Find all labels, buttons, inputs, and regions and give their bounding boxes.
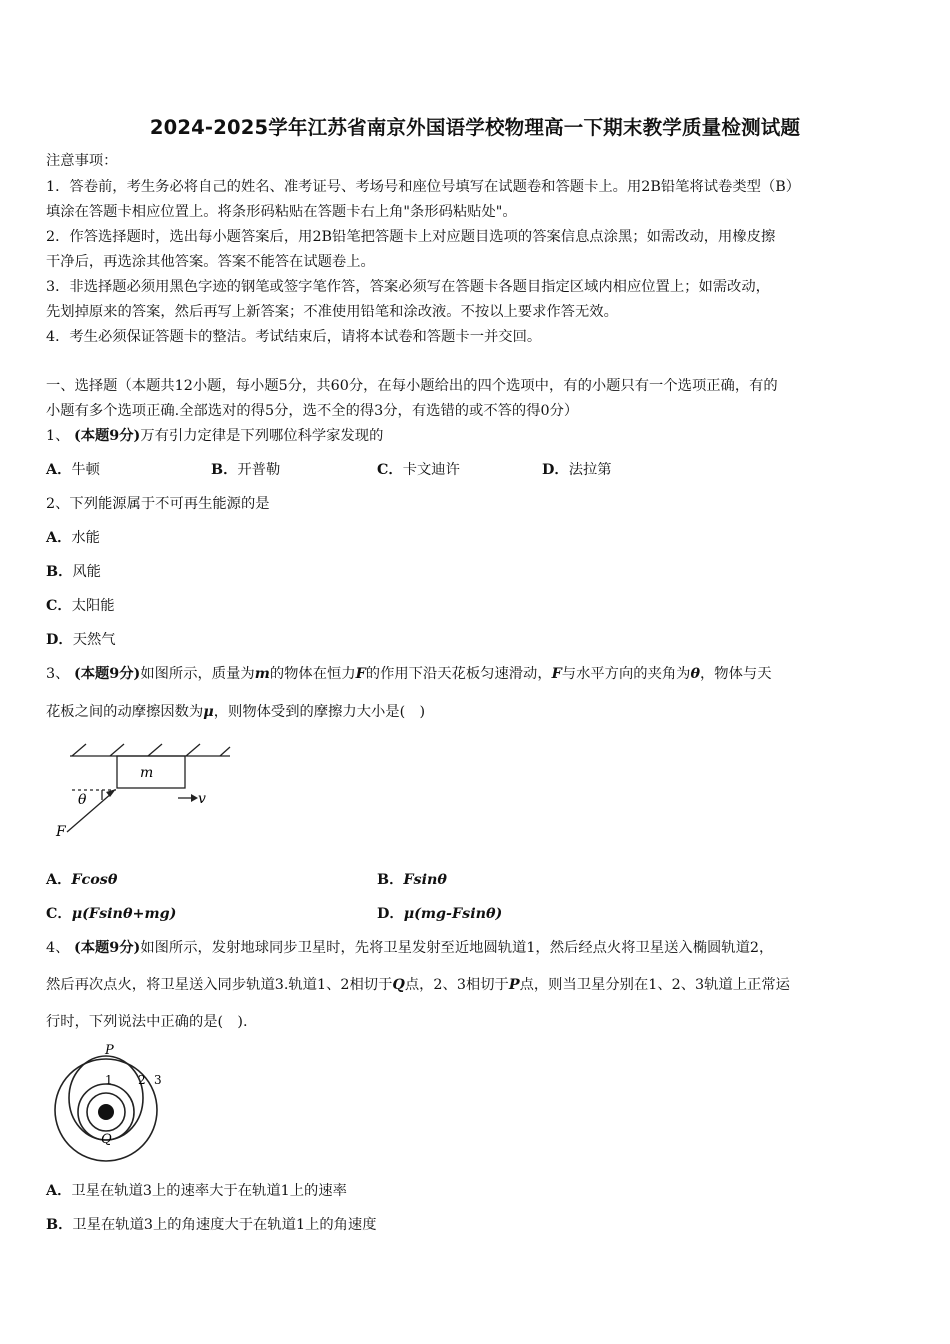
notice-heading: 注意事项： bbox=[46, 153, 118, 169]
notice-line: 干净后，再选涂其他答案。答案不能答在试题卷上。 bbox=[46, 254, 375, 270]
question-text: 万有引力定律是下列哪位科学家发现的 bbox=[140, 428, 384, 444]
question-3-cont: 花板之间的动摩擦因数为μ，则物体受到的摩擦力大小是( ) bbox=[46, 704, 426, 720]
option-a: A．卫星在轨道3上的速率大于在轨道1上的速率 bbox=[46, 1183, 347, 1199]
force-arrow bbox=[67, 793, 112, 832]
label-orbit-3: 3 bbox=[154, 1073, 162, 1087]
question-4: 4、 (本题9分)如图所示，发射地球同步卫星时，先将卫星发射至近地圆轨道1，然后经点火将卫星送入椭圆轨道2， bbox=[46, 940, 774, 956]
option-d: D．法拉第 bbox=[542, 462, 612, 478]
orbit-2 bbox=[69, 1056, 143, 1140]
label-orbit-1: 1 bbox=[105, 1073, 113, 1087]
q4-figure bbox=[48, 1042, 178, 1170]
option-b: B．开普勒 bbox=[211, 462, 281, 478]
section-header: 小题有多个选项正确.全部选对的得5分，选不全的得3分，有选错的或不答的得0分） bbox=[46, 403, 579, 419]
question-number: 1、 bbox=[46, 428, 70, 444]
question-4-cont: 然后再次点火，将卫星送入同步轨道3.轨道1、2相切于Q点，2、3相切于P点，则当卫星分别在1、2、3轨道上正常运 bbox=[46, 977, 790, 993]
question-4-cont: 行时，下列说法中正确的是( ). bbox=[46, 1014, 248, 1030]
option-a: A．Fcosθ bbox=[46, 872, 118, 888]
velocity-label: v bbox=[198, 791, 206, 807]
option-b: B．Fsinθ bbox=[377, 872, 447, 888]
notice-line: 2．作答选择题时，选出每小题答案后，用2B铅笔把答题卡上对应题目选项的答案信息点涂黑；如需改动，用橡皮擦 bbox=[46, 229, 776, 245]
question-score: (本题9分) bbox=[73, 428, 141, 444]
option-c: C．太阳能 bbox=[46, 598, 115, 614]
option-c: C．卡文迪许 bbox=[377, 462, 460, 478]
notice-line: 先划掉原来的答案，然后再写上新答案；不准使用铅笔和涂改液。不按以上要求作答无效。 bbox=[46, 304, 618, 320]
label-orbit-2: 2 bbox=[138, 1073, 146, 1087]
question-3: 3、 (本题9分)如图所示，质量为m的物体在恒力F的作用下沿天花板匀速滑动，F与水平方向的夹角为θ，物体与天 bbox=[46, 666, 772, 682]
earth bbox=[98, 1104, 114, 1120]
section-header: 一、选择题（本题共12小题，每小题5分，共60分，在每小题给出的四个选项中，有的小题只有一个选项正确，有的 bbox=[46, 378, 778, 394]
label-q: Q bbox=[101, 1132, 112, 1147]
mass-label: m bbox=[140, 765, 154, 781]
option-b: B．卫星在轨道3上的角速度大于在轨道1上的角速度 bbox=[46, 1217, 377, 1233]
notice-line: 3．非选择题必须用黑色字迹的钢笔或签字笔作答，答案必须写在答题卡各题目指定区域内相应位置上；如需改动， bbox=[46, 279, 770, 295]
option-c: C．μ(Fsinθ+mg) bbox=[46, 906, 177, 922]
option-b: B．风能 bbox=[46, 564, 101, 580]
question-2: 2、下列能源属于不可再生能源的是 bbox=[46, 496, 270, 512]
notice-line: 1．答卷前，考生务必将自己的姓名、准考证号、考场号和座位号填写在试题卷和答题卡上。用2B铅笔将试卷类型（B） bbox=[46, 179, 801, 195]
notice-line: 4．考生必须保证答题卡的整洁。考试结束后，请将本试卷和答题卡一并交回。 bbox=[46, 329, 542, 345]
page-title: 2024-2025学年江苏省南京外国语学校物理高一下期末教学质量检测试题 bbox=[149, 116, 801, 139]
force-label: F bbox=[56, 824, 66, 840]
question-1 bbox=[46, 426, 908, 446]
option-d: D．天然气 bbox=[46, 632, 116, 648]
theta-label: θ bbox=[78, 792, 87, 808]
notice-line: 填涂在答题卡相应位置上。将条形码粘贴在答题卡右上角"条形码粘贴处"。 bbox=[46, 204, 517, 220]
option-a: A．水能 bbox=[46, 530, 100, 546]
label-p: P bbox=[105, 1043, 114, 1058]
option-d: D．μ(mg-Fsinθ) bbox=[377, 906, 503, 922]
option-a: A．牛顿 bbox=[46, 462, 100, 478]
q3-figure bbox=[50, 740, 240, 845]
